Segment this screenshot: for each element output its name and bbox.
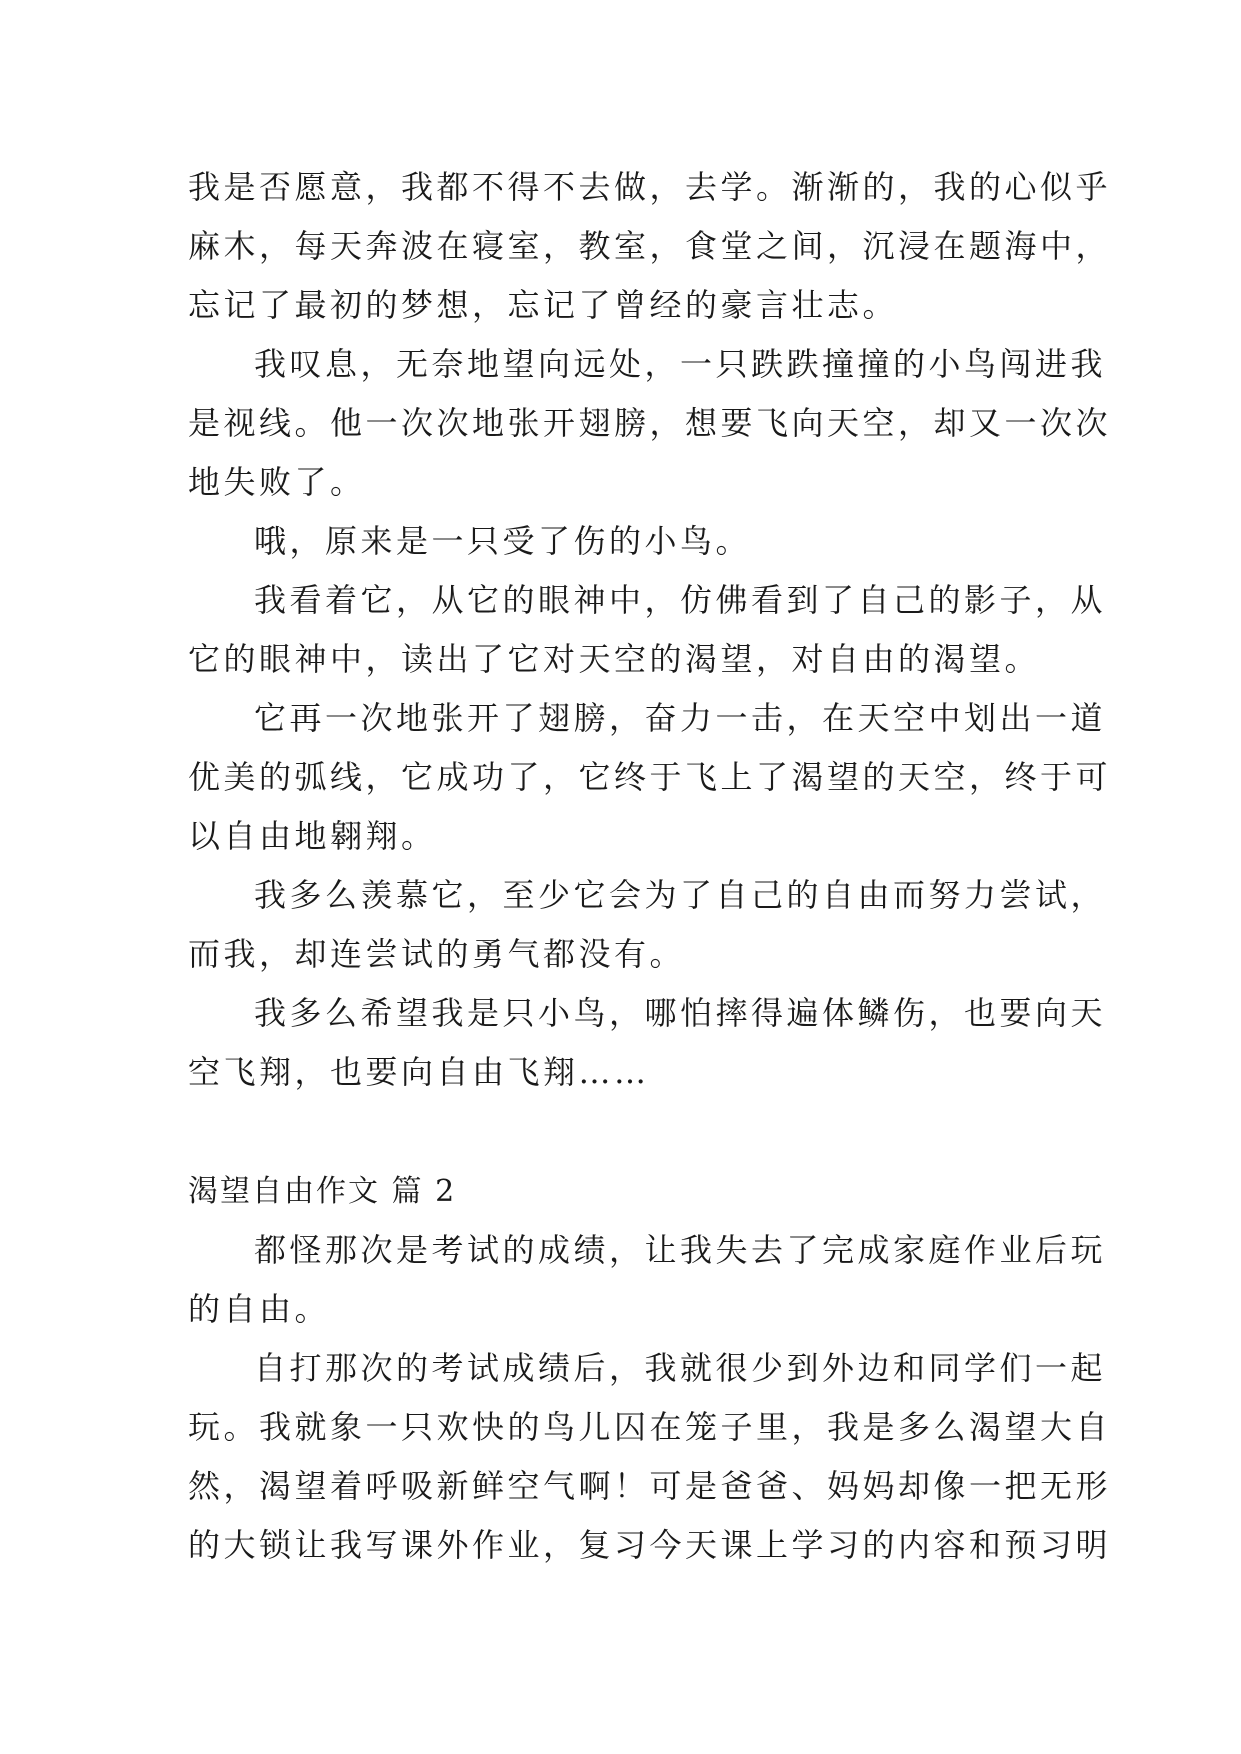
text-line: 我叹息，无奈地望向远处，一只跌跌撞撞的小鸟闯进我: [254, 345, 1107, 383]
text-line: 是视线。他一次次地张开翅膀，想要飞向天空，却又一次次: [188, 404, 1112, 442]
paragraph: [188, 984, 1107, 1102]
paragraph: [188, 335, 1112, 512]
text-line: 的大锁让我写课外作业，复习今天课上学习的内容和预习明: [188, 1526, 1112, 1564]
text-line: 然，渴望着呼吸新鲜空气啊！可是爸爸、妈妈却像一把无形: [188, 1467, 1112, 1505]
text-line: 我多么希望我是只小鸟，哪怕摔得遍体鳞伤，也要向天: [254, 994, 1107, 1032]
text-line: 都怪那次是考试的成绩，让我失去了完成家庭作业后玩: [254, 1231, 1107, 1269]
paragraph: [188, 158, 1112, 335]
text-line: 玩。我就象一只欢快的鸟儿囚在笼子里，我是多么渴望大自: [188, 1408, 1112, 1446]
paragraphs-before: [188, 158, 1112, 1102]
document-page: [188, 158, 1112, 1575]
text-line: 麻木，每天奔波在寝室，教室，食堂之间，沉浸在题海中，: [188, 227, 1112, 265]
text-line: 的自由。: [188, 1290, 331, 1328]
paragraph: [188, 512, 1058, 571]
text-line: 而我，却连尝试的勇气都没有。: [188, 935, 686, 973]
paragraphs-after: [188, 1221, 1112, 1575]
text-line: 忘记了最初的梦想，忘记了曾经的豪言壮志。: [188, 286, 899, 324]
text-line: 自打那次的考试成绩后，我就很少到外边和同学们一起: [254, 1349, 1107, 1387]
text-line: 哦，原来是一只受了伤的小鸟。: [254, 522, 752, 560]
paragraph: [188, 866, 1107, 984]
text-line: 我多么羡慕它，至少它会为了自己的自由而努力尝试，: [254, 876, 1107, 914]
text-line: 以自由地翱翔。: [188, 817, 437, 855]
text-line: 我是否愿意，我都不得不去做，去学。渐渐的，我的心似乎: [188, 168, 1112, 206]
paragraph: [188, 571, 1107, 689]
text-line: 它的眼神中，读出了它对天空的渴望，对自由的渴望。: [188, 640, 1041, 678]
text-line: 地失败了。: [188, 463, 366, 501]
paragraph: [188, 689, 1112, 866]
section-spacer: [188, 1102, 1058, 1162]
text-line: 我看着它，从它的眼神中，仿佛看到了自己的影子，从: [254, 581, 1107, 619]
text-line: 空飞翔，也要向自由飞翔……: [188, 1053, 650, 1091]
text-line: 它再一次地张开了翅膀，奋力一击，在天空中划出一道: [254, 699, 1107, 737]
text-line: 优美的弧线，它成功了，它终于飞上了渴望的天空，终于可: [188, 758, 1112, 796]
paragraph: [188, 1221, 1107, 1339]
section-heading: 渴望自由作文 篇 2: [188, 1174, 457, 1209]
paragraph: [188, 1339, 1112, 1575]
